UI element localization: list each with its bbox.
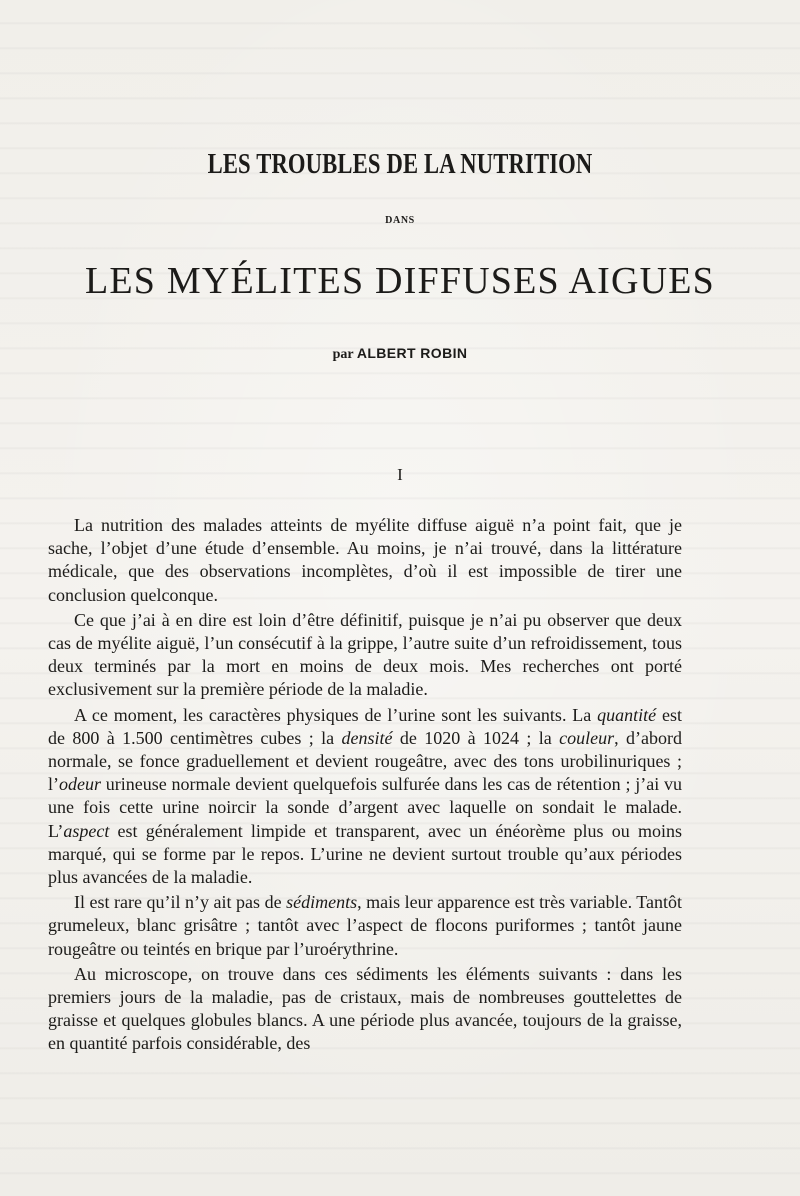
title-connector: DANS bbox=[385, 215, 415, 226]
p3-text-b: est de 800 à 1.500 centimètres cubes ; la bbox=[48, 704, 682, 748]
paragraph-3 bbox=[48, 704, 682, 890]
term-aspect: aspect bbox=[63, 820, 110, 841]
p3-text-d: , d’abord normale, se fonce graduellement et devient rougeâtre, avec des tons urobilinuriques ; l’ bbox=[48, 727, 682, 795]
p4-text-b: , mais leur apparence est très variable. Tantôt grumeleux, blanc grisâtre ; tantôt avec l’aspect de flocons puriformes ; tantôt jaune rougeâtre ou teintés en brique par l’uroérythrine. bbox=[48, 892, 683, 959]
term-quantite: quantité bbox=[597, 704, 657, 725]
paragraph-4 bbox=[48, 891, 682, 961]
p3-text-a: A ce moment, les caractères physiques de l’urine sont les suivants. La bbox=[74, 704, 598, 725]
byline-prefix: par bbox=[332, 347, 354, 362]
p4-text-a: Il est rare qu’il n’y ait pas de bbox=[74, 892, 287, 913]
p3-text-f: est généralement limpide et transparent, avec un énéorème plus ou moins marqué, qui se forme par le repos. L’urine ne devient surtout trouble qu’aux périodes plus avancées de la maladie. bbox=[48, 820, 682, 888]
article-body bbox=[48, 514, 682, 1058]
p3-text-c: de 1020 à 1024 ; la bbox=[392, 727, 560, 748]
term-couleur: couleur bbox=[559, 727, 615, 748]
p3-text-e: urineuse normale devient quelquefois sulfurée dans les cas de rétention ; j’ai vu une fois cette urine noircir la sonde d’argent avec laquelle on sondait le malade. L’ bbox=[48, 774, 682, 841]
term-odeur: odeur bbox=[59, 774, 101, 795]
term-densite: densité bbox=[341, 727, 393, 748]
author-name: ALBERT ROBIN bbox=[356, 345, 468, 361]
byline bbox=[0, 345, 800, 363]
article-title-line-1: LES TROUBLES DE LA NUTRITION bbox=[207, 148, 593, 180]
paragraph-2: Ce que j’ai à en dire est loin d’être définitif, puisque je n’ai pu observer que deux cas de myélite aiguë, l’un consécutif à la grippe, l’autre suite d’un refroidissement, tous deux terminés par la mort en moins de deux mois. Mes recherches ont porté exclusivement sur la première période de la maladie. bbox=[48, 609, 682, 700]
paragraph-5: Au microscope, on trouve dans ces sédiments les éléments suivants : dans les premiers jours de la maladie, pas de cristaux, mais de nombreuses gouttelettes de graisse et quelques globules blancs. A une période plus avancée, toujours de la graisse, en quantité parfois considérable, des bbox=[48, 963, 682, 1054]
section-number: I bbox=[397, 465, 403, 484]
paragraph-1: La nutrition des malades atteints de myélite diffuse aiguë n’a point fait, que je sache, l’objet d’une étude d’ensemble. Au moins, je n’ai trouvé, dans la littérature médicale, que des observations incomplètes, d’où il est impossible de tirer une conclusion quelconque. bbox=[48, 515, 682, 605]
article-title-line-2: LES MYÉLITES DIFFUSES AIGUES bbox=[84, 260, 716, 302]
term-sediments: sédiments bbox=[286, 892, 358, 913]
